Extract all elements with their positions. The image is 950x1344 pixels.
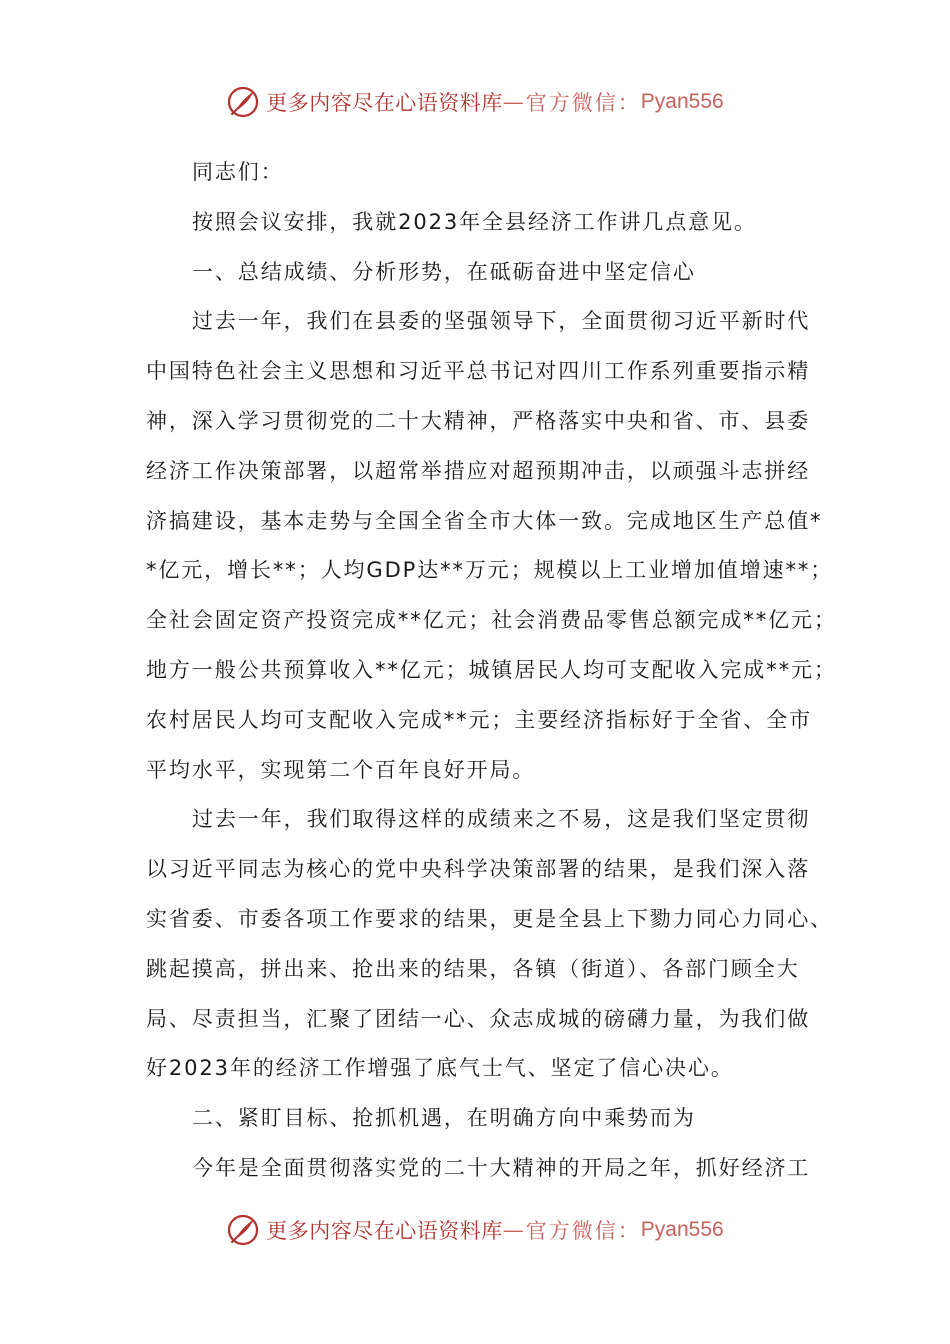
document-body <box>146 148 837 1194</box>
paragraph-line: 实省委、市委各项工作要求的结果，更是全县上下勠力同心力同心、 <box>146 906 833 931</box>
banner-dash: — <box>502 90 526 114</box>
footer-banner <box>0 1210 950 1250</box>
paragraph-line: 今年是全面贯彻落实党的二十大精神的开局之年，抓好经济工 <box>192 1155 811 1180</box>
banner-title: 更多内容尽在心语资料库 <box>266 91 503 115</box>
paragraph-line: 过去一年，我们在县委的坚强领导下，全面贯彻习近平新时代 <box>192 309 811 334</box>
intro-paragraph: 按照会议安排，我就2023年全县经济工作讲几点意见。 <box>192 209 757 234</box>
banner-wechat-id: Pyan556 <box>640 90 724 113</box>
paragraph-line: *亿元，增长**；人均GDP达**万元；规模以上工业增加值增速**； <box>146 558 834 583</box>
paragraph-line: 以习近平同志为核心的党中央科学决策部署的结果，是我们深入落 <box>146 857 811 882</box>
banner-subtitle: 官方微信： <box>525 91 641 115</box>
banner-wechat-id: Pyan556 <box>640 1218 724 1241</box>
quill-logo-icon <box>226 85 260 119</box>
paragraph-line: 神，深入学习贯彻党的二十大精神，严格落实中央和省、市、县委 <box>146 408 811 433</box>
paragraph-line: 中国特色社会主义思想和习近平总书记对四川工作系列重要指示精 <box>146 359 811 384</box>
header-banner <box>0 82 950 122</box>
banner-subtitle: 官方微信： <box>525 1219 641 1243</box>
section-heading-1: 一、总结成绩、分析形势，在砥砺奋进中坚定信心 <box>192 259 696 284</box>
banner-title: 更多内容尽在心语资料库 <box>266 1219 503 1243</box>
paragraph-line: 农村居民人均可支配收入完成**元；主要经济指标好于全省、全市 <box>146 707 812 732</box>
section-heading-2: 二、紧盯目标、抢抓机遇，在明确方向中乘势而为 <box>192 1106 696 1131</box>
paragraph-line: 平均水平，实现第二个百年良好开局。 <box>146 757 536 782</box>
paragraph-line: 过去一年，我们取得这样的成绩来之不易，这是我们坚定贯彻 <box>192 807 811 832</box>
paragraph-line: 地方一般公共预算收入**亿元；城镇居民人均可支配收入完成**元； <box>146 657 837 682</box>
paragraph-line: 经济工作决策部署，以超常举措应对超预期冲击，以顽强斗志拼经 <box>146 458 811 483</box>
quill-logo-icon <box>226 1213 260 1247</box>
paragraph-1 <box>146 297 837 795</box>
banner-dash: — <box>502 1218 526 1242</box>
paragraph-3 <box>146 1144 818 1194</box>
paragraph-line: 局、尽责担当，汇聚了团结一心、众志成城的磅礴力量，为我们做 <box>146 1006 811 1031</box>
paragraph-2 <box>146 795 833 1094</box>
paragraph-line: 济搞建设，基本走势与全国全省全市大体一致。完成地区生产总值* <box>146 508 823 533</box>
paragraph-line: 全社会固定资产投资完成**亿元；社会消费品零售总额完成**亿元； <box>146 608 837 633</box>
paragraph-line: 好2023年的经济工作增强了底气士气、坚定了信心决心。 <box>146 1056 734 1081</box>
paragraph-line: 跳起摸高，拼出来、抢出来的结果，各镇（街道）、各部门顾全大 <box>146 956 800 981</box>
salutation: 同志们： <box>192 160 284 184</box>
